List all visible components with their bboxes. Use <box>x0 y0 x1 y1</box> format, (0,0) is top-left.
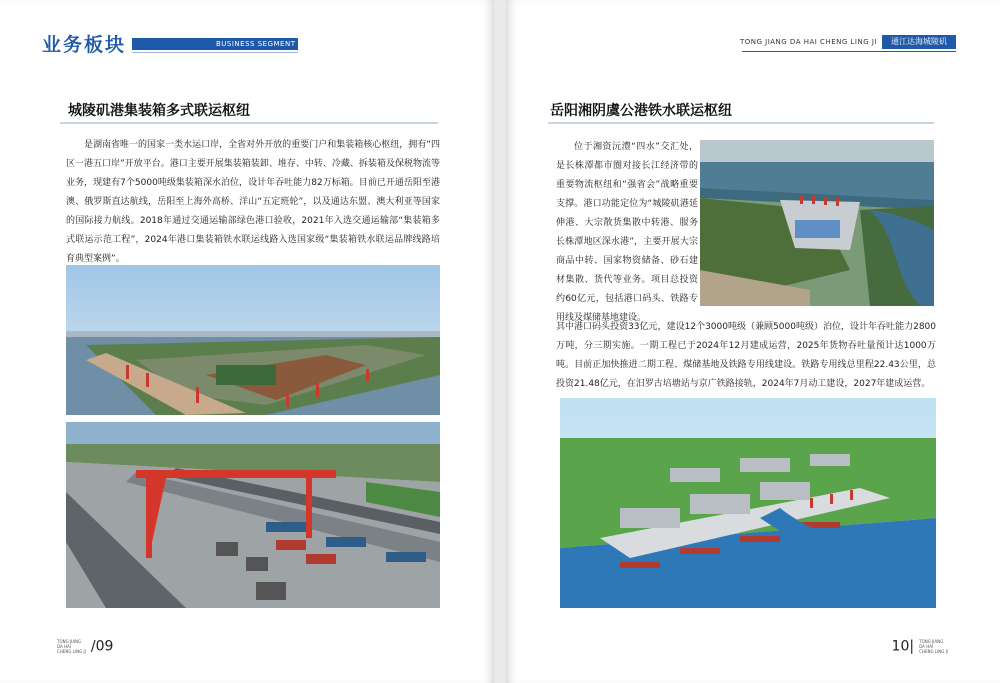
left-footer-mark-3: CHENG LING JI <box>57 649 86 654</box>
header-divider <box>742 51 956 52</box>
right-body-text-top <box>556 138 698 328</box>
section-title: 业务板块 <box>42 34 127 56</box>
segment-label: BUSINESS SEGMENT <box>216 40 296 48</box>
right-footer <box>892 636 948 655</box>
right-paragraph-top: 位于湘资沅澧“四水”交汇处，是长株潭都市圈对接长江经济带的重要物流枢纽和“强省会”战略重要支撑。港口功能定位为“城陵矶港延伸港、大宗散货集散中转港、服务长株潭地区深水港”，主要开展大宗商品中转、国家物资储备、砂石建材集散、货代等业务。项目总投资约60亿元，包括港口码头、铁路专用线及煤储基地建设。 <box>556 142 698 323</box>
left-page-number: 09 <box>95 638 114 655</box>
right-page-number: 10 <box>891 638 910 655</box>
right-footer-mark-1: TONG JIANG <box>919 639 944 644</box>
right-heading: 岳阳湘阴虞公港铁水联运枢纽 <box>550 103 732 119</box>
left-heading-underline <box>60 122 438 124</box>
right-heading-underline <box>548 122 934 124</box>
right-paragraph-bottom: 其中港口码头投资33亿元，建设12个3000吨级（兼顾5000吨级）泊位，设计年吞吐能力2800万吨，分三期实施。一期工程已于2024年12月建成运营，2025年货物吞吐量预计达1000万吨。目前正加快推进二期工程、煤储基地及铁路专用线建设。铁路专用线总里程22.43公里，总投资21.48亿元，在汨罗古培塘站与京广铁路接轨，2024年7月动工建设，2027年建成运营。 <box>556 322 936 389</box>
left-body-text <box>66 136 440 269</box>
left-footer-mark-1: TONG JIANG <box>57 639 82 644</box>
right-footer-mark-2: DA HAI <box>919 644 934 649</box>
right-footer-mark-3: CHENG LING JI <box>919 649 948 654</box>
right-page-slash: | <box>909 638 915 655</box>
header-pinyin: TONG JIANG DA HAI CHENG LING JI <box>739 38 877 46</box>
rail-terminal-photo <box>66 422 440 608</box>
right-body-text-bottom <box>556 318 936 394</box>
segment-divider <box>132 52 298 53</box>
left-footer <box>57 636 113 655</box>
left-paragraph: 是湖南省唯一的国家一类水运口岸，全省对外开放的重要门户和集装箱核心枢纽，拥有“四区一港五口岸”开放平台。港口主要开展集装箱装卸、堆存、中转、冷藏、拆装箱及保税物流等业务，现建有7个5000吨级集装箱深水泊位，设计年吞吐能力82万标箱。目前已开通岳阳至港澳、俄罗斯直达航线，岳阳至上海外高桥、洋山“五定班轮”，以及通达东盟、澳大利亚等国家的国际接力航线。2018年通过交通运输部绿色港口验收，2021年入选交通运输部“集装箱多式联运示范工程”，2024年港口集装箱铁水联运线路入选国家级“集装箱铁水联运品牌线路培育典型案例”。 <box>66 140 440 264</box>
left-page-slash: / <box>90 638 96 655</box>
port-rendering-illustration <box>560 398 936 608</box>
left-heading: 城陵矶港集装箱多式联运枢纽 <box>68 103 250 119</box>
brand-tag: 通江达海城陵矶 <box>882 35 956 49</box>
left-page <box>0 0 494 683</box>
right-page <box>506 0 1000 683</box>
yugong-port-photo <box>700 140 934 306</box>
port-aerial-photo <box>66 265 440 415</box>
left-footer-mark-2: DA HAI <box>57 644 71 649</box>
